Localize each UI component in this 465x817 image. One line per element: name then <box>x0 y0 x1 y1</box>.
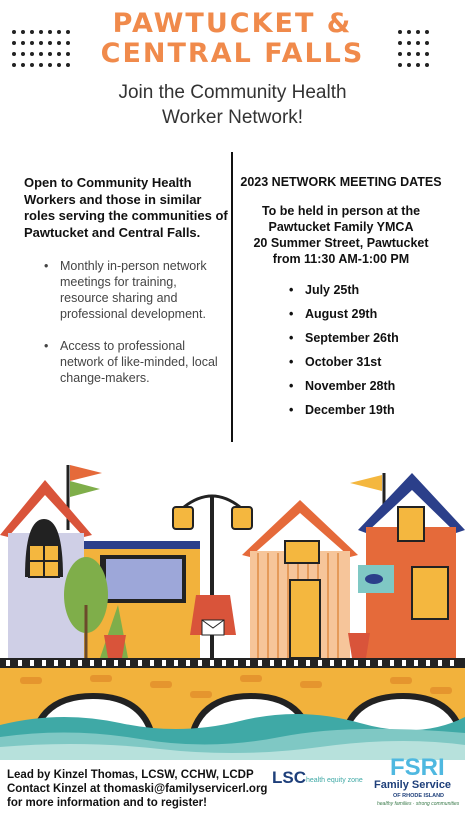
subtitle-line-1: Join the Community Health <box>118 82 347 103</box>
subtitle-line-2: Worker Network! <box>161 107 304 128</box>
footer-register: for more information and to register! <box>7 797 207 809</box>
title-line-2: CENTRAL FALLS <box>100 38 365 69</box>
venue-line: Pawtucket Family YMCA <box>268 220 414 234</box>
footer-lead: Lead by Kinzel Thomas, LCSW, CCHW, LCDP <box>7 769 254 781</box>
meeting-date: • July 25th <box>289 283 399 307</box>
bridge-railing <box>0 658 465 668</box>
fsri-logo-letters: FSRI <box>390 754 445 781</box>
benefits-list <box>44 258 224 402</box>
fsri-tagline: healthy families · strong communities <box>377 801 460 807</box>
meeting-date: • November 28th <box>289 379 399 403</box>
town-illustration <box>0 455 465 760</box>
decorative-dots-left <box>12 30 75 67</box>
lsc-logo-text: LSC <box>272 768 306 787</box>
intro-text: Open to Community Health Workers and those in similar roles serving the communities of Pawtucket and Central Falls. <box>24 175 228 240</box>
benefit-item: • Monthly in-person network meetings for training, resource sharing and professional development. <box>44 258 224 322</box>
benefit-item: • Access to professional network of like-minded, local change-makers. <box>44 338 224 386</box>
meeting-date: • December 19th <box>289 403 399 427</box>
lsc-logo <box>272 765 368 789</box>
title-line-1: PAWTUCKET & <box>112 8 353 39</box>
fsri-subtitle: OF RHODE ISLAND <box>393 793 445 799</box>
meeting-date: • August 29th <box>289 307 399 331</box>
subtitle <box>0 80 465 130</box>
meeting-dates-list <box>289 283 399 427</box>
footer-contact <box>7 768 267 810</box>
venue-line: 20 Summer Street, Pawtucket <box>253 236 429 250</box>
column-divider <box>231 152 233 442</box>
flag-right-icon <box>350 473 384 510</box>
venue-line: To be held in person at the <box>261 204 421 218</box>
fsri-name: Family Service <box>374 779 452 791</box>
meeting-date: • September 26th <box>289 331 399 355</box>
meeting-dates-title: 2023 NETWORK MEETING DATES <box>240 175 442 189</box>
decorative-dots-right <box>398 30 434 67</box>
footer-contact-email[interactable]: Contact Kinzel at thomaski@familyservicerl.org <box>7 783 268 795</box>
venue-line: from 11:30 AM-1:00 PM <box>272 252 410 266</box>
meeting-date: • October 31st <box>289 355 399 379</box>
venue-info <box>236 203 446 267</box>
lsc-logo-tag: health equity zone <box>306 777 363 784</box>
house-striped <box>242 500 358 658</box>
house-orange <box>358 473 465 658</box>
